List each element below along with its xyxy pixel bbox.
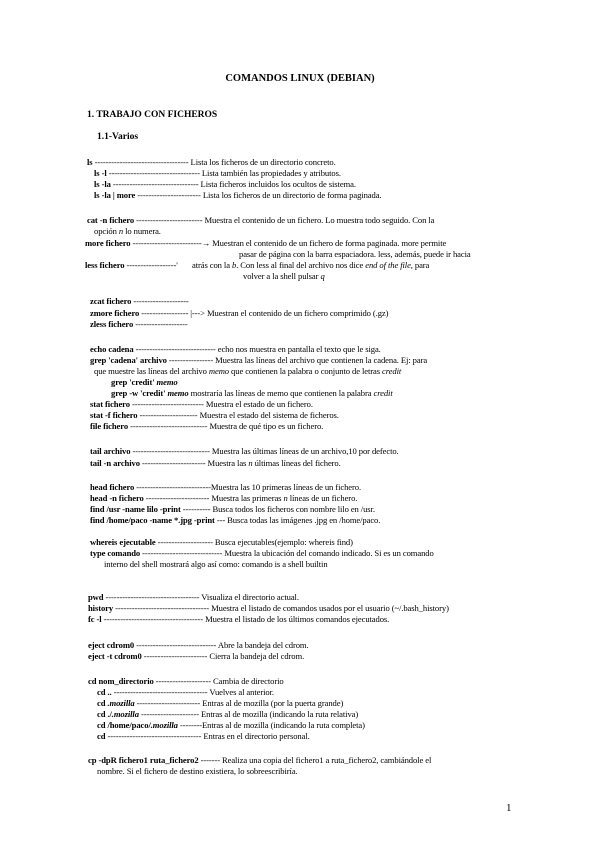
- command: fc -l: [88, 614, 102, 624]
- command: .mozilla: [111, 709, 139, 719]
- description: ----------------------- Lista los ficheros de un directorio de forma paginada.: [135, 190, 382, 200]
- line-pwd: [88, 592, 299, 602]
- command: stat -f fichero: [90, 410, 138, 420]
- description: --------------------- Entras al de mozilla (indicando la ruta relativa): [138, 709, 359, 719]
- description: que contienen la palabra o conjunto de letras: [229, 366, 383, 376]
- description: --------------------: [131, 296, 189, 306]
- document-title: COMANDOS LINUX (DEBIAN): [225, 73, 375, 84]
- description: ----------------------- Muestra las: [139, 458, 249, 468]
- command: file fichero: [90, 421, 129, 431]
- command: cd ./: [97, 709, 112, 719]
- description: últimas líneas del fichero.: [252, 458, 341, 468]
- description: end of the file: [365, 260, 411, 270]
- description: ---------------------------------- Muestra el listado de comandos usados por el usuario (~/.bash_history): [113, 603, 449, 613]
- description: credit: [382, 366, 402, 376]
- line-zmore: [90, 308, 388, 318]
- description: --- Busca todas las imágenes .jpg en /home/paco.: [214, 515, 381, 525]
- description: ---------------------------- Muestra de qué tipo es un fichero.: [128, 421, 324, 431]
- line-stat-f: [90, 410, 339, 420]
- line-fc: [88, 614, 389, 624]
- command: head -n fichero: [90, 493, 144, 503]
- description: memo: [208, 366, 229, 376]
- line-cat-cont: [94, 226, 161, 236]
- command: eject -t cdrom0: [88, 651, 142, 661]
- description: ------------------------------- Lista ficheros incluidos los ocultos de sistema.: [110, 179, 356, 189]
- description: pasar de página con la barra espaciadora. less, además, puede ir hacia: [239, 249, 471, 259]
- command: pwd: [88, 592, 104, 602]
- command: type comando: [90, 548, 141, 558]
- description: n: [283, 493, 288, 503]
- command: zmore fichero: [90, 308, 140, 318]
- description: que muestre las líneas del archivo: [94, 366, 209, 376]
- line-cd-dotdot: [97, 687, 274, 697]
- line-ls-more: [94, 190, 381, 200]
- command: ls -la | more: [94, 190, 136, 200]
- description: , para: [410, 260, 430, 270]
- line-stat: [90, 399, 313, 409]
- command: cd nom_directorio: [88, 676, 154, 686]
- line-grep-w: [111, 388, 393, 398]
- line-cd: [88, 676, 284, 686]
- command: ls -l: [94, 168, 107, 178]
- description: . Con less al final del archivo nos dice: [236, 260, 366, 270]
- line-history: [88, 603, 449, 613]
- line-type-cont: [104, 559, 328, 569]
- description: ---------- Busca todos los ficheros con nombre lilo en /usr.: [180, 504, 375, 514]
- command: whereis ejecutable: [90, 537, 156, 547]
- line-less: [85, 260, 429, 270]
- command: find /usr -name lilo -print: [90, 504, 181, 514]
- description: nombre. Si el fichero de destino existiera, lo sobreescribiría.: [97, 766, 298, 776]
- command: zcat fichero: [90, 296, 132, 306]
- line-zless: [90, 319, 188, 329]
- description: ---------------------------- Muestra las últimas líneas de un archivo,10 por defecto.: [130, 446, 399, 456]
- description: n: [118, 226, 124, 236]
- description: ------------------------ Muestra el contenido de un fichero. Lo muestra todo seguido. Con la: [134, 215, 435, 225]
- command: history: [88, 603, 114, 613]
- line-more-cont: [239, 249, 471, 259]
- command: cd /home/paco/: [97, 720, 151, 730]
- line-grep-cont: [94, 366, 401, 376]
- command: memo: [167, 388, 189, 398]
- description: lo numera.: [123, 226, 161, 236]
- description: ----------------------------- Muestra la ubicación del comando indicado. Si es un comando: [140, 548, 434, 558]
- command: cd: [97, 731, 106, 741]
- line-cd-absolute: [97, 720, 365, 730]
- command: cd ..: [97, 687, 112, 697]
- line-echo: [90, 344, 381, 354]
- description: --------------------- Muestra el estado del sistema de ficheros.: [137, 410, 339, 420]
- command: cat -n fichero: [87, 215, 135, 225]
- description: opción: [94, 226, 119, 236]
- command: stat fichero: [90, 399, 130, 409]
- line-tail: [90, 446, 399, 456]
- description: --------------------------------- Lista también las propiedades y atributos.: [106, 168, 341, 178]
- description: -------------------- Cambia de directorio: [153, 676, 284, 686]
- description: volver a la shell pulsar: [243, 271, 321, 281]
- line-head: [90, 482, 361, 492]
- description: ---------------------------Muestra las 10 primeras líneas de un fichero.: [134, 482, 361, 492]
- command: less fichero: [85, 260, 125, 270]
- line-whereis: [90, 537, 353, 547]
- description: ---------------------------------- Entras en el directorio personal.: [105, 731, 310, 741]
- line-cp: [88, 755, 431, 765]
- line-zcat: [90, 296, 189, 306]
- command: grep 'cadena' archivo: [90, 355, 167, 365]
- line-cd-mozilla: [97, 698, 343, 708]
- line-eject-t: [88, 651, 304, 661]
- description: ----------------------------- Abre la bandeja del cdrom.: [134, 640, 309, 650]
- description: ---------------- Muestra las líneas del archivo que contienen la cadena. Ej: para: [166, 355, 428, 365]
- line-grep-example: [111, 377, 178, 387]
- command: tail -n archivo: [90, 458, 140, 468]
- line-find-home: [90, 515, 380, 525]
- command: head fichero: [90, 482, 135, 492]
- line-cd-home: [97, 731, 310, 741]
- description: ------------------------------------ Muestra el listado de los últimos comandos ejecutados.: [101, 614, 390, 624]
- description: n: [248, 458, 253, 468]
- description: ---------------------------------- Lista los ficheros de un directorio concreto.: [92, 157, 336, 167]
- description: ---------------------------------- Visualiza el directorio actual.: [103, 592, 299, 602]
- description: --------Entras al de mozilla (indicando la ruta completa): [177, 720, 365, 730]
- description: interno del shell mostrará algo así como: comando is a shell builtin: [104, 559, 328, 569]
- description: ------- Realiza una copia del fichero1 a ruta_fichero2, cambiándole el: [198, 755, 432, 765]
- description: líneas de un fichero.: [287, 493, 358, 503]
- line-cd-relative: [97, 709, 358, 719]
- line-grep: [90, 355, 427, 365]
- description: b: [231, 260, 237, 270]
- description: -------------------------→ Muestran el contenido de un fichero de forma paginada. more permite: [130, 238, 447, 248]
- line-head-n: [90, 493, 357, 503]
- command: grep -w 'credit': [111, 388, 168, 398]
- description: ----------------------------- echo nos muestra en pantalla el texto que le siga.: [133, 344, 381, 354]
- line-ls: [87, 157, 336, 167]
- command: .mozilla: [107, 698, 135, 708]
- description: ----------------- |---> Muestran el contenido de un fichero comprimido (.gz): [139, 308, 389, 318]
- description: credit: [373, 388, 393, 398]
- command: grep 'credit': [111, 377, 157, 387]
- description: ------------------' atrás con la: [124, 260, 232, 270]
- description: q: [320, 271, 325, 281]
- line-find-usr: [90, 504, 375, 514]
- description: -------------------------- Muestra el estado de un fichero.: [129, 399, 313, 409]
- command: ls: [87, 157, 93, 167]
- line-ls-la: [94, 179, 356, 189]
- line-more: [85, 238, 446, 248]
- description: ----------------------- Entras al de mozilla (por la puerta grande): [134, 698, 344, 708]
- command: eject cdrom0: [88, 640, 135, 650]
- command: .mozilla: [150, 720, 178, 730]
- line-ls-l: [94, 168, 341, 178]
- description: -------------------- Busca ejecutables(ejemplo: whereis find): [155, 537, 353, 547]
- command: zless fichero: [90, 319, 134, 329]
- description: ----------------------- Muestra las primeras: [143, 493, 284, 503]
- command: find /home/paco -name *.jpg -print: [90, 515, 215, 525]
- line-eject: [88, 640, 309, 650]
- line-file: [90, 421, 323, 431]
- line-tail-n: [90, 458, 341, 468]
- line-cp-cont: [97, 766, 298, 776]
- description: -------------------: [133, 319, 188, 329]
- command: memo: [156, 377, 178, 387]
- command: ls -la: [94, 179, 111, 189]
- description: ---------------------------------- Vuelves al anterior.: [111, 687, 274, 697]
- section-heading: 1. TRABAJO CON FICHEROS: [87, 110, 218, 120]
- command: tail archivo: [90, 446, 131, 456]
- line-type: [90, 548, 434, 558]
- command: more fichero: [85, 238, 131, 248]
- command: cp -dpR fichero1 ruta_fichero2: [88, 755, 199, 765]
- subsection-heading: 1.1-Varios: [97, 132, 139, 142]
- page-number: 1: [506, 802, 512, 814]
- description: mostraría las líneas de memo que contienen la palabra: [188, 388, 374, 398]
- command: echo cadena: [90, 344, 134, 354]
- line-cat: [87, 215, 434, 225]
- description: ----------------------- Cierra la bandeja del cdrom.: [141, 651, 305, 661]
- command: cd: [97, 698, 108, 708]
- line-less-cont: [243, 271, 325, 281]
